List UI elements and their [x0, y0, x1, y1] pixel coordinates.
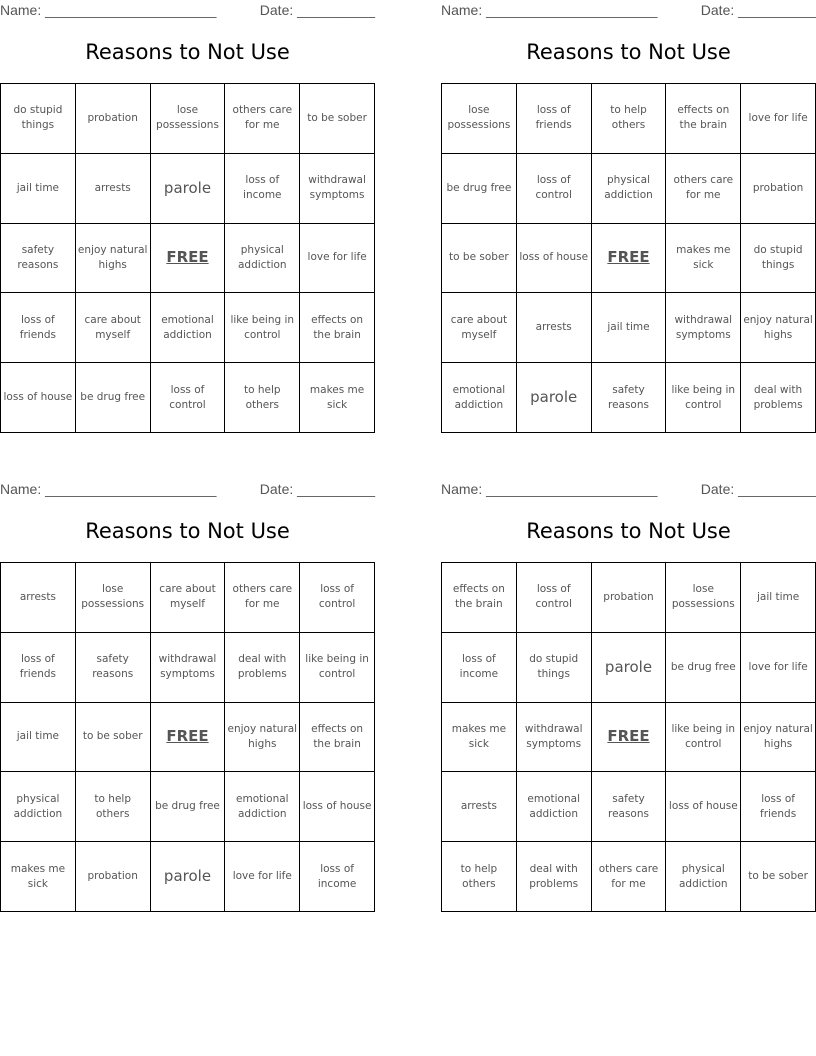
bingo-cell: to help others — [592, 84, 667, 154]
bingo-cell: physical addiction — [1, 772, 76, 842]
bingo-grid — [0, 83, 375, 433]
bingo-cell: others care for me — [666, 154, 741, 224]
bingo-cell: lose possessions — [442, 84, 517, 154]
bingo-grid — [441, 83, 816, 433]
bingo-cell: emotional addiction — [442, 363, 517, 433]
bingo-cell: lose possessions — [76, 563, 151, 633]
bingo-cell: be drug free — [151, 772, 226, 842]
bingo-cell: others care for me — [592, 842, 667, 912]
name-field-label: Name: ______________________ — [0, 2, 217, 18]
bingo-cell: to help others — [76, 772, 151, 842]
bingo-cell: arrests — [517, 293, 592, 363]
bingo-cell: care about myself — [442, 293, 517, 363]
name-field-label: Name: ______________________ — [441, 2, 658, 18]
bingo-cell: makes me sick — [1, 842, 76, 912]
bingo-cell: deal with problems — [517, 842, 592, 912]
bingo-cell: to help others — [225, 363, 300, 433]
bingo-cell: jail time — [1, 154, 76, 224]
card-title: Reasons to Not Use — [85, 40, 290, 64]
name-field-label: Name: ______________________ — [441, 481, 658, 497]
bingo-cell: parole — [151, 154, 226, 224]
bingo-cell: loss of control — [517, 563, 592, 633]
free-space-cell: FREE — [151, 703, 226, 773]
bingo-cell: jail time — [592, 293, 667, 363]
bingo-cell: emotional addiction — [151, 293, 226, 363]
bingo-cell: makes me sick — [442, 703, 517, 773]
bingo-cell: jail time — [741, 563, 816, 633]
bingo-cell: deal with problems — [225, 633, 300, 703]
bingo-cell: safety reasons — [1, 224, 76, 294]
bingo-cell: loss of house — [517, 224, 592, 294]
bingo-cell: parole — [151, 842, 226, 912]
name-date-row — [441, 2, 816, 20]
bingo-cell: probation — [592, 563, 667, 633]
bingo-cell: lose possessions — [151, 84, 226, 154]
bingo-cell: like being in control — [300, 633, 375, 703]
bingo-cell: to be sober — [300, 84, 375, 154]
bingo-cell: withdrawal symptoms — [666, 293, 741, 363]
bingo-cell: do stupid things — [741, 224, 816, 294]
bingo-cell: physical addiction — [225, 224, 300, 294]
bingo-cell: loss of friends — [1, 633, 76, 703]
bingo-cell: loss of house — [300, 772, 375, 842]
bingo-cell: to help others — [442, 842, 517, 912]
bingo-cell: arrests — [76, 154, 151, 224]
bingo-cell: like being in control — [666, 363, 741, 433]
bingo-cell: be drug free — [442, 154, 517, 224]
bingo-cell: others care for me — [225, 84, 300, 154]
date-field-label: Date: __________ — [700, 2, 816, 18]
bingo-cell: physical addiction — [592, 154, 667, 224]
bingo-cell: loss of income — [300, 842, 375, 912]
bingo-cell: effects on the brain — [442, 563, 517, 633]
bingo-cell: emotional addiction — [517, 772, 592, 842]
bingo-cell: makes me sick — [300, 363, 375, 433]
bingo-cell: makes me sick — [666, 224, 741, 294]
bingo-cell: arrests — [1, 563, 76, 633]
bingo-cell: like being in control — [666, 703, 741, 773]
bingo-cell: lose possessions — [666, 563, 741, 633]
card-title: Reasons to Not Use — [85, 519, 290, 543]
bingo-cell: do stupid things — [1, 84, 76, 154]
bingo-cell: love for life — [741, 84, 816, 154]
date-field-label: Date: __________ — [259, 481, 375, 497]
bingo-cell: loss of house — [1, 363, 76, 433]
bingo-cell: loss of friends — [517, 84, 592, 154]
bingo-cell: love for life — [225, 842, 300, 912]
bingo-cell: safety reasons — [592, 363, 667, 433]
bingo-cell: like being in control — [225, 293, 300, 363]
bingo-cell: probation — [76, 842, 151, 912]
bingo-card — [0, 0, 375, 435]
bingo-cell: to be sober — [76, 703, 151, 773]
bingo-cell: to be sober — [442, 224, 517, 294]
free-space-cell: FREE — [592, 703, 667, 773]
bingo-grid — [0, 562, 375, 912]
bingo-cell: loss of friends — [741, 772, 816, 842]
bingo-cell: be drug free — [76, 363, 151, 433]
name-date-row — [0, 481, 375, 499]
bingo-cell: arrests — [442, 772, 517, 842]
bingo-cell: loss of control — [300, 563, 375, 633]
bingo-cell: effects on the brain — [666, 84, 741, 154]
bingo-cell: safety reasons — [76, 633, 151, 703]
bingo-cell: do stupid things — [517, 633, 592, 703]
free-space-cell: FREE — [151, 224, 226, 294]
bingo-cell: probation — [76, 84, 151, 154]
card-title: Reasons to Not Use — [526, 40, 731, 64]
bingo-cell: love for life — [300, 224, 375, 294]
bingo-cell: care about myself — [76, 293, 151, 363]
free-space-cell: FREE — [592, 224, 667, 294]
bingo-cell: be drug free — [666, 633, 741, 703]
bingo-cell: safety reasons — [592, 772, 667, 842]
bingo-cell: loss of house — [666, 772, 741, 842]
bingo-cell: enjoy natural highs — [225, 703, 300, 773]
bingo-cell: deal with problems — [741, 363, 816, 433]
bingo-cell: enjoy natural highs — [741, 703, 816, 773]
bingo-cell: withdrawal symptoms — [517, 703, 592, 773]
name-date-row — [0, 2, 375, 20]
bingo-cell: care about myself — [151, 563, 226, 633]
bingo-cell: enjoy natural highs — [741, 293, 816, 363]
bingo-cell: love for life — [741, 633, 816, 703]
bingo-cell: effects on the brain — [300, 293, 375, 363]
bingo-cell: physical addiction — [666, 842, 741, 912]
bingo-card — [0, 479, 375, 914]
bingo-cell: parole — [592, 633, 667, 703]
bingo-cell: loss of income — [442, 633, 517, 703]
bingo-cell: enjoy natural highs — [76, 224, 151, 294]
bingo-cell: loss of income — [225, 154, 300, 224]
bingo-cell: probation — [741, 154, 816, 224]
bingo-card — [441, 479, 816, 914]
bingo-cell: loss of friends — [1, 293, 76, 363]
name-date-row — [441, 481, 816, 499]
bingo-cell: emotional addiction — [225, 772, 300, 842]
bingo-cell: loss of control — [517, 154, 592, 224]
bingo-cell: others care for me — [225, 563, 300, 633]
bingo-grid — [441, 562, 816, 912]
bingo-cell: parole — [517, 363, 592, 433]
date-field-label: Date: __________ — [700, 481, 816, 497]
bingo-cell: to be sober — [741, 842, 816, 912]
date-field-label: Date: __________ — [259, 2, 375, 18]
bingo-cell: withdrawal symptoms — [151, 633, 226, 703]
card-title: Reasons to Not Use — [526, 519, 731, 543]
name-field-label: Name: ______________________ — [0, 481, 217, 497]
bingo-cell: jail time — [1, 703, 76, 773]
bingo-cell: loss of control — [151, 363, 226, 433]
bingo-cell: effects on the brain — [300, 703, 375, 773]
bingo-card — [441, 0, 816, 435]
bingo-cell: withdrawal symptoms — [300, 154, 375, 224]
